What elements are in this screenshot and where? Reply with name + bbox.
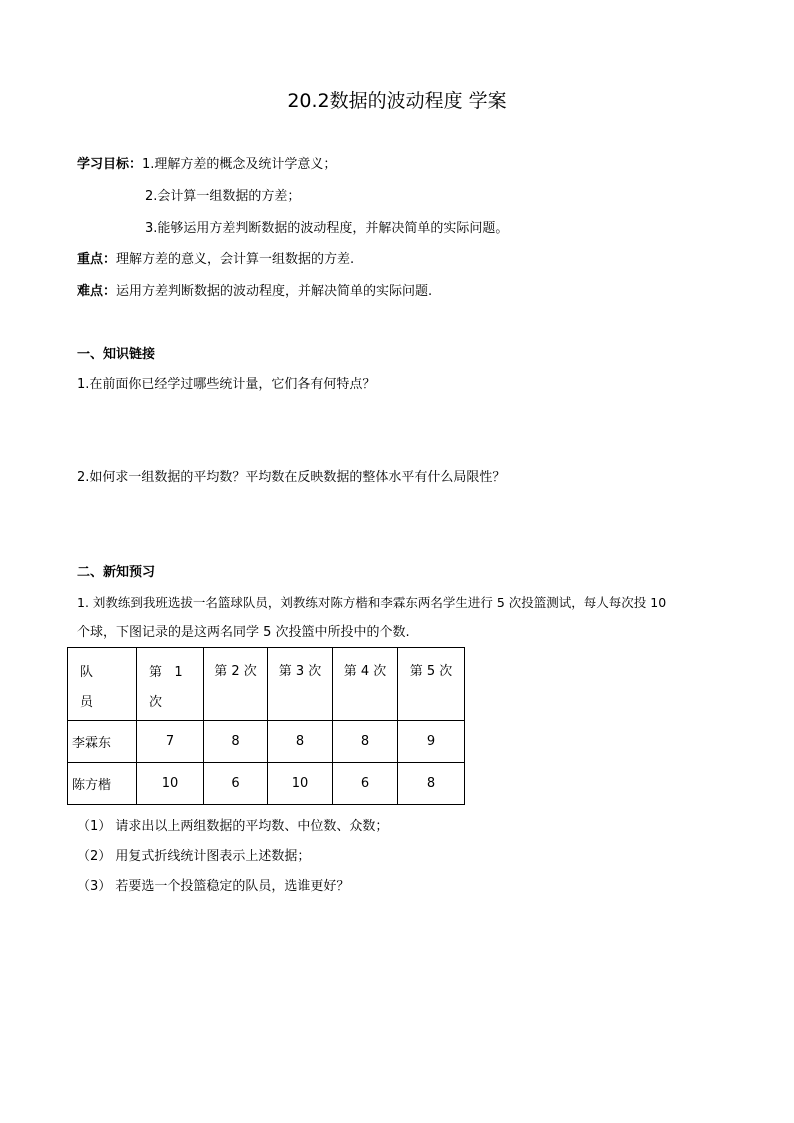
score-cell: 10: [268, 763, 333, 805]
objective-item: 3.能够运用方差判断数据的波动程度，并解决简单的实际问题。: [145, 221, 509, 236]
question-1: 1.在前面你已经学过哪些统计量，它们各有何特点？: [77, 377, 376, 392]
objectives-line-1: [77, 155, 336, 175]
score-cell: 10: [137, 763, 204, 805]
score-cell: 8: [398, 763, 465, 805]
problem-text-line-2: 个球，下图记录的是这两名同学 5 次投篮中所投中的个数.: [77, 625, 410, 640]
table-row: [68, 721, 465, 763]
sub-question-1: （1） 请求出以上两组数据的平均数、中位数、众数；: [77, 819, 389, 834]
score-cell: 6: [333, 763, 398, 805]
difficulty-label: 难点：: [77, 284, 117, 299]
section-heading-preview: 二、新知预习: [77, 565, 156, 580]
player-name: 陈方楷: [68, 763, 137, 805]
header-label: 次: [149, 695, 163, 710]
score-cell: 8: [333, 721, 398, 763]
score-table: [67, 647, 465, 805]
key-point-text: 理解方差的意义，会计算一组数据的方差.: [116, 252, 355, 267]
header-label: 队: [80, 665, 94, 680]
objective-item: 1.理解方差的概念及统计学意义；: [142, 157, 337, 172]
header-cell-round-1: [137, 648, 204, 721]
question-2: 2.如何求一组数据的平均数？平均数在反映数据的整体水平有什么局限性？: [77, 470, 506, 485]
table-row: [68, 763, 465, 805]
difficulty-line: [77, 282, 432, 302]
score-cell: 8: [268, 721, 333, 763]
score-cell: 9: [398, 721, 465, 763]
key-point-label: 重点：: [77, 252, 117, 267]
problem-text-line-1: 1. 刘教练到我班选拔一名篮球队员，刘教练对陈方楷和李霖东两名学生进行 5 次投篮测试，每人每次投 10: [77, 595, 667, 610]
sub-question-3: （3） 若要选一个投篮稳定的队员，选谁更好？: [77, 879, 350, 894]
page-title: 20.2数据的波动程度 学案: [287, 90, 507, 112]
header-cell-round-4: 第 4 次: [333, 648, 398, 721]
header-cell-round-5: 第 5 次: [398, 648, 465, 721]
header-label: 第 1: [149, 665, 183, 680]
objective-item: 2.会计算一组数据的方差；: [145, 189, 301, 204]
header-label: 员: [80, 695, 94, 710]
header-cell-round-3: 第 3 次: [268, 648, 333, 721]
header-cell-round-2: 第 2 次: [204, 648, 268, 721]
score-cell: 8: [204, 721, 268, 763]
section-heading-knowledge: 一、知识链接: [77, 347, 156, 362]
key-point-line: [77, 250, 354, 270]
table-header-row: [68, 648, 465, 721]
difficulty-text: 运用方差判断数据的波动程度，并解决简单的实际问题.: [116, 284, 433, 299]
score-cell: 7: [137, 721, 204, 763]
player-name: 李霖东: [68, 721, 137, 763]
sub-question-2: （2） 用复式折线统计图表示上述数据；: [77, 849, 311, 864]
header-cell-player: [68, 648, 137, 721]
score-cell: 6: [204, 763, 268, 805]
objectives-label: 学习目标：: [77, 157, 143, 172]
